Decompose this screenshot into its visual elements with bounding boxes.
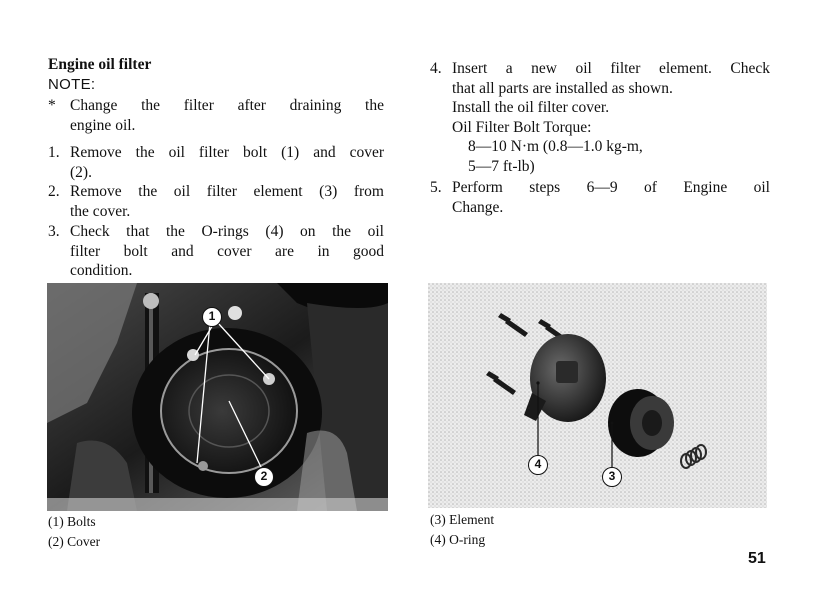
- step-number: 4.: [430, 60, 442, 77]
- step-line: filter bolt and cover are in good: [70, 242, 384, 260]
- caption-item: (2) Cover: [48, 534, 101, 549]
- step-1: [48, 143, 384, 182]
- note-bullet: *: [48, 97, 56, 114]
- step-2: [48, 182, 384, 221]
- step-line: Change.: [452, 198, 504, 216]
- torque-value: 8—10 N·m (0.8—1.0 kg-m,: [468, 138, 643, 155]
- step-3: [48, 222, 384, 281]
- filter-parts-illustration: [428, 283, 767, 508]
- step-5: [430, 178, 770, 217]
- step-number: 2.: [48, 183, 60, 200]
- callout-4-badge: 4: [528, 455, 548, 475]
- note-text-line-1: Change the filter after draining the: [70, 97, 384, 114]
- step-4: [430, 59, 770, 176]
- note-label: NOTE:: [48, 76, 96, 93]
- filter-parts-photo: [428, 283, 767, 508]
- step-line: Remove the oil filter element (3) from: [70, 183, 384, 200]
- callout-3-badge: 3: [602, 467, 622, 487]
- caption-item: (1) Bolts: [48, 514, 96, 529]
- step-line: Insert a new oil filter element. Check: [452, 60, 770, 77]
- step-number: 5.: [430, 179, 442, 196]
- caption-list-left: [48, 512, 100, 552]
- step-line: condition.: [70, 262, 133, 279]
- step-number: 1.: [48, 144, 60, 161]
- step-line: Perform steps 6—9 of Engine oil: [452, 179, 770, 196]
- step-line: that all parts are installed as shown.: [452, 79, 673, 97]
- callout-2-badge: 2: [254, 467, 274, 487]
- step-line: Remove the oil filter bolt (1) and cover: [70, 144, 384, 161]
- section-title: Engine oil filter: [48, 56, 152, 73]
- note-item: [48, 96, 384, 135]
- caption-list-right: [430, 510, 494, 550]
- engine-photo: [47, 283, 388, 511]
- torque-value: 5—7 ft-lb): [468, 157, 535, 175]
- step-line: the cover.: [70, 202, 131, 220]
- note-text-line-2: engine oil.: [70, 116, 136, 134]
- caption-item: (4) O-ring: [430, 532, 486, 547]
- step-number: 3.: [48, 223, 60, 240]
- caption-item: (3) Element: [430, 512, 495, 527]
- callout-1-badge: 1: [202, 307, 222, 327]
- step-line: Check that the O-rings (4) on the oil: [70, 223, 384, 240]
- step-line: (2).: [70, 163, 92, 181]
- step-line: Install the oil filter cover.: [452, 99, 610, 116]
- step-line: Oil Filter Bolt Torque:: [452, 118, 592, 136]
- page-number: 51: [748, 550, 766, 567]
